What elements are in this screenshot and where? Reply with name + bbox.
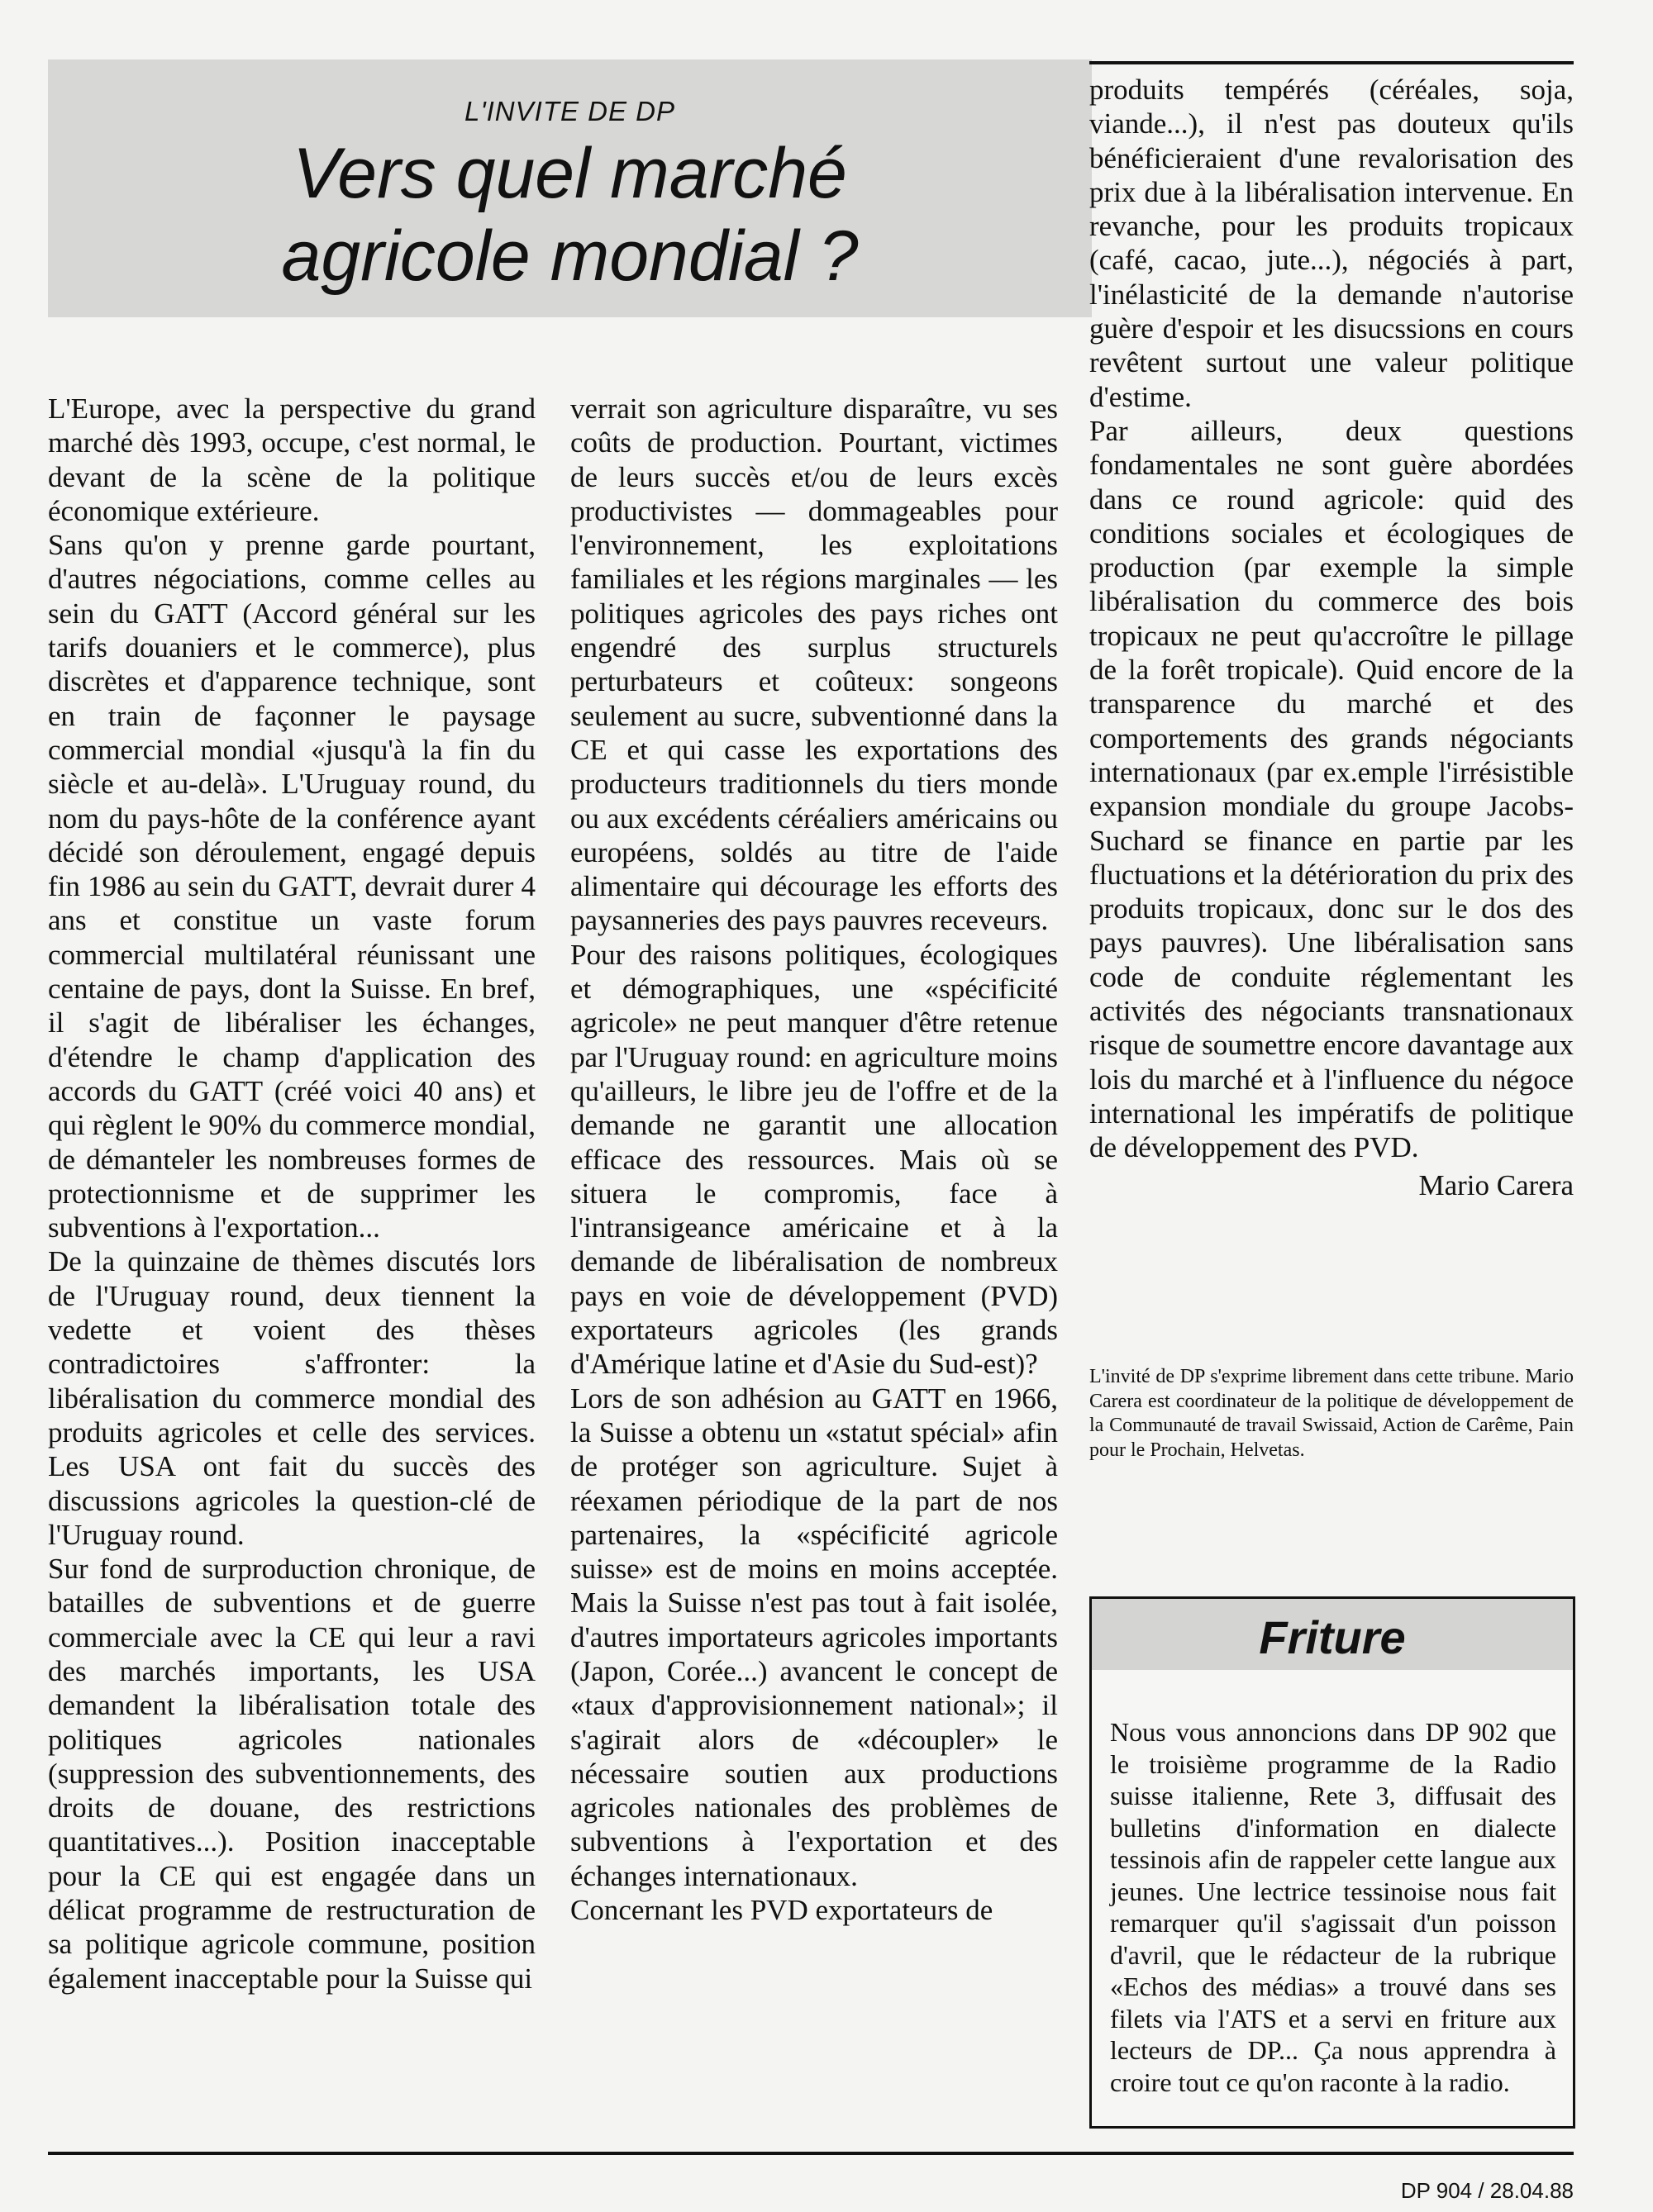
paragraph: Pour des raisons politiques, écologiques et démographiques, une «spécificité agricole» ne peut manquer d'être retenue par l'Uruguay round: en agriculture moins qu'ailleurs, le libre jeu de l'offre et de la demande ne garantit une allocation efficace des ressources. Mais où se situera le compromis, face à l'intransigeance américaine et à la demande de libéralisation de nombreux pays en voie de développement (PVD) exportateurs agricoles (les grands d'Amérique latine et d'Asie du Sud-est)? <box>570 938 1058 1381</box>
bottom-rule <box>48 2152 1574 2155</box>
paragraph: verrait son agriculture disparaître, vu ses coûts de production. Pourtant, victimes de leurs succès et/ou de leurs excès productivistes — dommageables pour l'environnement, les exploitations familiales et les régions marginales — les politiques agricoles des pays riches ont engendré des surplus structurels perturbateurs et coûteux: songeons seulement au sucre, subventionné dans la CE et qui casse les exportations des producteurs traditionnels du tiers monde ou aux excédents céréaliers américains ou européens, soldés au titre de l'aide alimentaire qui décourage les efforts des paysanneries des pays pauvres receveurs. <box>570 392 1058 937</box>
headline-line-2: agricole mondial ? <box>281 216 859 296</box>
friture-box <box>1089 1596 1575 2129</box>
paragraph: L'Europe, avec la perspective du grand marché dès 1993, occupe, c'est normal, le devant de la scène de la politique économique extérieure. <box>48 392 536 527</box>
article-column-2 <box>570 392 1058 1927</box>
article-headline <box>48 132 1092 297</box>
paragraph: De la quinzaine de thèmes discutés lors de l'Uruguay round, deux tiennent la vedette et voient des thèses contradictoires s'affronter: la libéralisation du commerce mondial des produits agricoles et celle des services. Les USA ont fait du succès des discussions agricoles la question-clé de l'Uruguay round. <box>48 1245 536 1551</box>
article-column-3 <box>1089 73 1574 1202</box>
title-banner <box>48 59 1092 317</box>
paragraph: produits tempérés (céréales, soja, viande...), il n'est pas douteux qu'ils bénéficieraient d'une revalorisation des prix due à la libéralisation intervenue. En revanche, pour les produits tropicaux (café, cacao, jute...), négociés à part, l'inélasticité de la demande n'autorise guère d'espoir et les disucssions en cours revêtent surtout une valeur politique d'estime. <box>1089 74 1574 413</box>
headline-line-1: Vers quel marché <box>293 134 847 213</box>
section-kicker: L'INVITE DE DP <box>464 96 676 126</box>
paragraph: Lors de son adhésion au GATT en 1966, la Suisse a obtenu un «statut spécial» afin de protéger son agriculture. Sujet à réexamen périodique de la part de nos partenaires, la «spécificité agricole suisse» est de moins en moins acceptée. Mais la Suisse n'est pas tout à fait isolée, d'autres importateurs agricoles importants (Japon, Corée...) avancent le concept de «taux d'approvisionnement national»; il s'agirait alors de «découpler» le nécessaire soutien aux productions agricoles nationales des problèmes de subventions à l'exportation et des échanges internationaux. <box>570 1382 1058 1892</box>
paragraph: Concernant les PVD exportateurs de <box>570 1894 993 1927</box>
paragraph: Sur fond de surproduction chronique, de batailles de subventions et de guerre commerciale avec la CE qui leur a ravi des marchés importants, les USA demandent la libéralisation totale des politiques agricoles nationales (suppression des subventionnements, des droits de douane, des restrictions quantitatives...). Position inacceptable pour la CE qui est engagée dans un délicat programme de restructuration de sa politique agricole commune, position également inacceptable pour la Suisse qui <box>48 1553 536 1995</box>
author-note: L'invité de DP s'exprime librement dans cette tribune. Mario Carera est coordinateur de la politique de développement de la Communauté de travail Swissaid, Action de Carême, Pain pour le Prochain, Helvetas. <box>1089 1366 1574 1461</box>
issue-footer: DP 904 / 28.04.88 <box>1400 2178 1574 2203</box>
author-signature: Mario Carera <box>1418 1168 1574 1201</box>
paragraph: Par ailleurs, deux questions fondamentales ne sont guère abordées dans ce round agricole: quid des conditions sociales et écologiques de production (par exemple la simple libéralisation du commerce des bois tropicaux ne peut qu'accroître le pillage de la forêt tropicale). Quid encore de la transparence du marché et des comportements des grands négociants internationaux (par ex.emple l'irrésistible expansion mondiale du groupe Jacobs-Suchard se finance en partie par les fluctuations et la détérioration du prix des produits tropicaux, donc sur le dos des pays pauvres). Une libéralisation sans code de conduite réglementant les activités des négociants transnationaux risque de soumettre encore davantage aux lois du marché et à l'influence du négoce international les impératifs de politique de développement des PVD. <box>1089 414 1574 1164</box>
paragraph: Sans qu'on y prenne garde pourtant, d'autres négociations, comme celles au sein du GATT (Accord général sur les tarifs douaniers et le commerce), plus discrètes et d'apparence technique, sont en train de façonner le paysage commercial mondial «jusqu'à la fin du siècle et au-delà». L'Uruguay round, du nom du pays-hôte de la conférence ayant décidé son déroulement, engagé depuis fin 1986 au sein du GATT, devrait durer 4 ans et constitue un vaste forum commercial multilatéral réunissant une centaine de pays, dont la Suisse. En bref, il s'agit de libéraliser les échanges, d'étendre le champ d'application des accords du GATT (créé voici 40 ans) et qui règlent le 90% du commerce mondial, de démanteler les nombreuses formes de protectionnisme et de supprimer les subventions à l'exportation... <box>48 529 536 1244</box>
article-column-1 <box>48 392 536 1996</box>
top-rule <box>1089 61 1574 64</box>
friture-title: Friture <box>1259 1611 1406 1663</box>
friture-text: Nous vous annoncions dans DP 902 que le troisième programme de la Radio suisse italienne, Rete 3, diffusait des bulletins d'information en dialecte tessinois afin de rappeler cette langue aux jeunes. Une lectrice tessinoise nous fait remarquer qu'il s'agissait d'un poisson d'avril, que le rédacteur de la rubrique «Echos des médias» a trouvé dans ses filets via l'ATS et a servi en friture aux lecteurs de DP... Ça nous apprendra à croire tout ce qu'on raconte à la radio. <box>1110 1717 1556 2097</box>
